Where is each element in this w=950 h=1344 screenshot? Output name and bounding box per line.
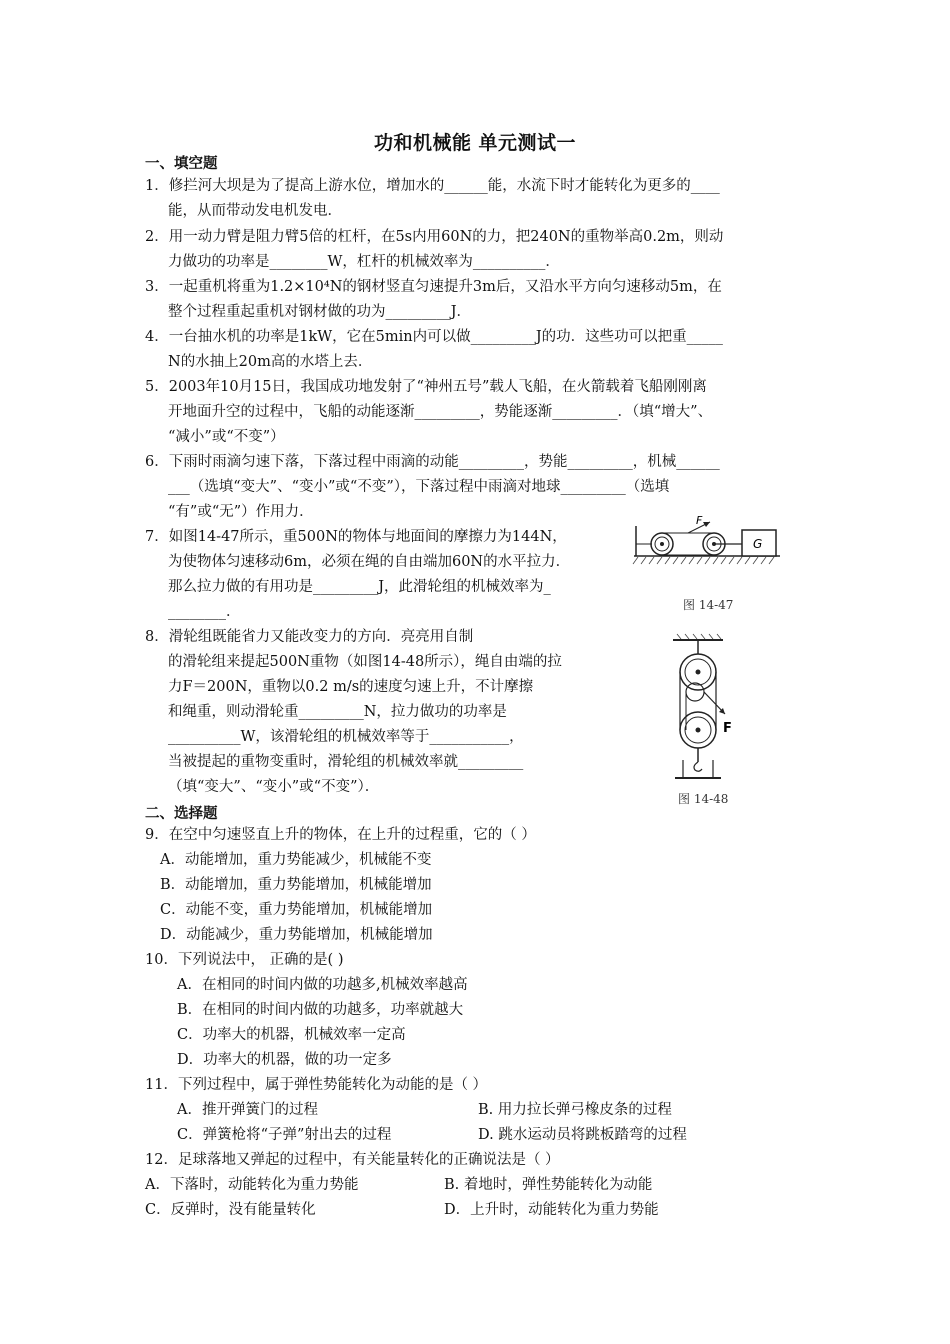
question-8-line: __________W，该滑轮组的机械效率等于___________， <box>168 729 524 745</box>
question-4-line: 4．一台抽水机的功率是1kW，它在5min内可以做_________J的功．这些功可以把重_____ <box>145 329 723 345</box>
question-3-line: 3．一起重机将重为1.2×10⁴N的钢材竖直匀速提升3m后，又沿水平方向匀速移动5m，在 <box>145 279 722 295</box>
question-2-line: 2．用一动力臂是阻力臂5倍的杠杆，在5s内用60N的力，把240N的重物举高0.2m，则动 <box>145 229 724 245</box>
question-11-stem: 11．下列过程中，属于弹性势能转化为动能的是（ ） <box>145 1077 488 1093</box>
question-9-option: A．动能增加，重力势能减少，机械能不变 <box>160 852 432 868</box>
question-8-line: 和绳重，则动滑轮重_________N，拉力做功的功率是 <box>168 704 507 720</box>
question-8-line: 当被提起的重物变重时，滑轮组的机械效率就_________ <box>168 754 524 770</box>
question-12-stem: 12．足球落地又弹起的过程中，有关能量转化的正确说法是（ ） <box>145 1152 560 1168</box>
page-title: 功和机械能 单元测试一 <box>373 132 577 154</box>
question-7-line: 7．如图14-47所示，重500N的物体与地面间的摩擦力为144N， <box>145 529 567 545</box>
question-10-option: D．功率大的机器，做的功一定多 <box>177 1052 392 1068</box>
question-5-line: “减小”或“不变”） <box>168 429 285 445</box>
figure-14-47-weight-label: G <box>753 537 763 551</box>
question-9-option: B．动能增加，重力势能增加，机械能增加 <box>160 877 432 893</box>
question-11-option: B. 用力拉长弹弓橡皮条的过程 <box>478 1102 672 1118</box>
question-9-stem: 9．在空中匀速竖直上升的物体，在上升的过程重，它的（ ） <box>145 827 536 843</box>
question-11-option: A．推开弹簧门的过程 <box>177 1102 318 1118</box>
question-10-stem: 10．下列说法中， 正确的是( ) <box>145 952 344 968</box>
question-4-line: N的水抽上20m高的水塔上去． <box>168 354 373 370</box>
question-7-line: ________． <box>168 604 241 620</box>
question-7-line: 那么拉力做的有用功是_________J，此滑轮组的机械效率为_ <box>168 579 551 595</box>
question-11-option: C．弹簧枪将“子弹”射出去的过程 <box>177 1127 392 1143</box>
figure-14-47-force-label: F <box>696 514 703 527</box>
figure-14-47 <box>630 510 785 570</box>
question-10-option: A．在相同的时间内做的功越多,机械效率越高 <box>177 977 468 993</box>
figure-14-48 <box>665 632 745 787</box>
question-11-option: D. 跳水运动员将跳板踏弯的过程 <box>478 1127 687 1143</box>
question-5-line: 5．2003年10月15日，我国成功地发射了“神州五号”载人飞船，在火箭载着飞船刚刚离 <box>145 379 707 395</box>
question-9-option: D．动能减少，重力势能增加，机械能增加 <box>160 927 433 943</box>
question-12-option: A．下落时，动能转化为重力势能 <box>145 1177 359 1193</box>
question-7-line: 为使物体匀速移动6m，必须在绳的自由端加60N的水平拉力． <box>168 554 571 570</box>
question-8-line: 8．滑轮组既能省力又能改变力的方向．亮亮用自制 <box>145 629 474 645</box>
question-5-line: 开地面升空的过程中，飞船的动能逐渐_________，势能逐渐_________．（填“增大”、 <box>168 404 713 420</box>
question-12-option: D．上升时，动能转化为重力势能 <box>444 1202 659 1218</box>
figure-14-48-caption: 图 14-48 <box>678 792 729 806</box>
question-8-line: 的滑轮组来提起500N重物（如图14-48所示），绳自由端的拉 <box>168 654 562 670</box>
question-1-line: 1．修拦河大坝是为了提高上游水位，增加水的______能，水流下时才能转化为更多的____ <box>145 178 720 194</box>
question-8-line: 力F＝200N，重物以0.2 m/s的速度匀速上升，不计摩擦 <box>168 679 534 695</box>
figure-14-47-caption: 图 14-47 <box>683 598 734 612</box>
question-8-line: （填“变大”、“变小”或“不变”）． <box>168 779 380 795</box>
question-10-option: B．在相同的时间内做的功越多，功率就越大 <box>177 1002 464 1018</box>
question-6-line: 6．下雨时雨滴匀速下落，下落过程中雨滴的动能_________，势能_________，机械______ <box>145 454 720 470</box>
section-heading-fill-in: 一、填空题 <box>145 156 218 172</box>
figure-14-48-force-label: F <box>723 721 732 736</box>
question-6-line: ___（选填“变大”、“变小”或“不变”），下落过程中雨滴对地球_________（选填 <box>168 479 670 495</box>
section-heading-multiple-choice: 二、选择题 <box>145 806 218 822</box>
question-10-option: C．功率大的机器，机械效率一定高 <box>177 1027 406 1043</box>
question-12-option: B. 着地时，弹性势能转化为动能 <box>444 1177 653 1193</box>
question-9-option: C．动能不变，重力势能增加，机械能增加 <box>160 902 433 918</box>
question-2-line: 力做功的功率是________W，杠杆的机械效率为__________． <box>168 254 560 270</box>
question-3-line: 整个过程重起重机对钢材做的功为_________J． <box>168 304 472 320</box>
question-12-option: C．反弹时，没有能量转化 <box>145 1202 316 1218</box>
question-6-line: “有”或“无”）作用力． <box>168 504 314 520</box>
question-1-line: 能，从而带动发电机发电． <box>168 203 342 219</box>
